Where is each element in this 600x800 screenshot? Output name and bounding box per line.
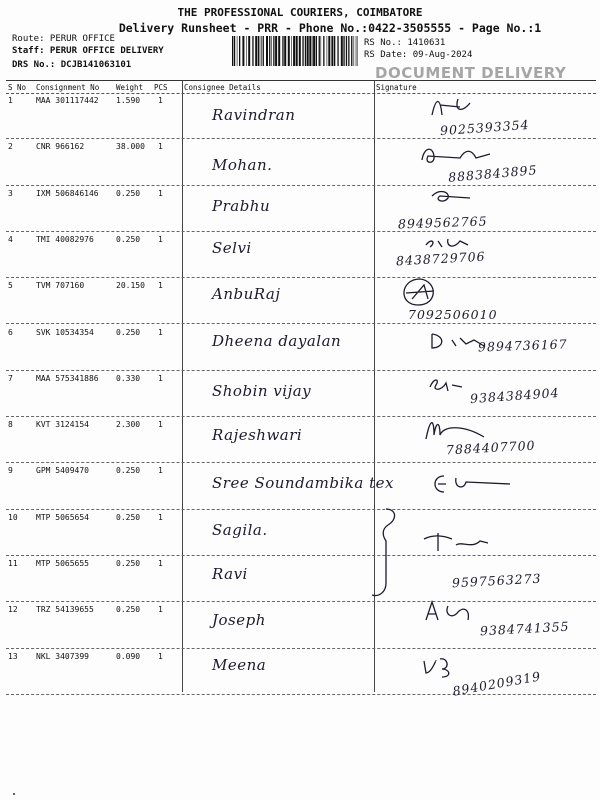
consignee-name-handwritten: AnbuRaj [212, 285, 281, 304]
scan-speck [13, 793, 15, 795]
cell-consignment: MTP 5065655 [36, 559, 89, 568]
barcode-bar [331, 36, 333, 66]
barcode-bar [346, 36, 347, 66]
barcode-bar [302, 36, 303, 66]
signature-phone-handwritten: 9597563273 [451, 570, 542, 591]
barcode-bar [237, 36, 238, 66]
barcode-bar [305, 36, 306, 66]
consignee-name-handwritten: Ravi [212, 565, 248, 583]
signature-scribble [422, 655, 512, 695]
barcode-bar [275, 36, 277, 66]
cell-sno: 5 [8, 281, 13, 291]
col-sno: S No [8, 83, 27, 92]
cell-weight: 0.250 [116, 605, 141, 615]
cell-sno: 12 [8, 605, 18, 615]
barcode-bar [239, 36, 240, 66]
barcode-bar [291, 36, 292, 66]
signature-scribble [424, 415, 514, 455]
barcode-bar [313, 36, 315, 66]
signature-scribble [430, 470, 520, 510]
company-title: THE PROFESSIONAL COURIERS, COIMBATORE [177, 6, 423, 19]
cell-consignment: CNR 966162 [36, 142, 85, 152]
barcode-bar [278, 36, 280, 66]
cell-sno: 9 [8, 466, 13, 476]
barcode-bar [354, 36, 355, 66]
cell-sno: 11 [8, 559, 18, 568]
consignee-name-handwritten: Meena [212, 655, 267, 674]
barcode-bar [341, 36, 343, 66]
table-row [6, 277, 596, 324]
cell-sno: 8 [8, 420, 13, 430]
cell-consignment: TRZ 54139655 [36, 605, 94, 615]
consignee-name-handwritten: Dheena dayalan [212, 331, 342, 350]
signature-phone-handwritten: 9894736167 [477, 335, 568, 355]
barcode-bar [337, 36, 338, 66]
cell-consignment: MTP 5065654 [36, 512, 89, 522]
cell-weight: 0.250 [116, 559, 141, 568]
cell-pcs: 1 [158, 327, 163, 337]
runsheet-title: Delivery Runsheet - PRR - Phone No.:0422-3505555 - Page No.:1 [118, 21, 542, 35]
signature-phone-handwritten: 8883843895 [447, 162, 539, 186]
cell-weight: 38.000 [116, 142, 145, 152]
cell-weight: 20.150 [116, 281, 145, 291]
cell-weight: 0.090 [116, 651, 141, 661]
barcode-bar [356, 36, 357, 66]
cell-pcs: 1 [158, 373, 163, 383]
staff-label: Staff: PERUR OFFICE DELIVERY [12, 46, 164, 56]
col-signature: Signature [376, 83, 417, 92]
barcode-bar [299, 36, 301, 66]
signature-phone-handwritten: 8940209319 [451, 667, 543, 699]
barcode-bar [312, 36, 313, 66]
barcode-bar [261, 36, 262, 66]
barcode-bar [255, 36, 257, 66]
cell-consignment: MAA 301117442 [36, 96, 99, 105]
cell-sno: 2 [8, 142, 13, 152]
cell-sno: 4 [8, 234, 13, 244]
barcode-bar [282, 36, 283, 66]
cell-sno: 6 [8, 327, 13, 337]
cell-sno: 13 [8, 651, 18, 661]
signature-scribble [424, 235, 514, 275]
cell-consignment: TVM 707160 [36, 281, 85, 291]
cell-sno: 10 [8, 512, 18, 522]
rs-date: RS Date: 09-Aug-2024 [364, 50, 473, 60]
barcode-bar [319, 36, 320, 66]
barcode-bar [323, 36, 324, 66]
cell-consignment: MAA 575341886 [36, 373, 99, 383]
route-label: Route: PERUR OFFICE [12, 34, 115, 44]
barcode-bar [260, 36, 261, 66]
barcode-bar [348, 36, 349, 66]
consignee-name-handwritten: Joseph [212, 611, 266, 630]
cell-pcs: 1 [158, 420, 163, 430]
cell-consignment: KVT 3124154 [36, 420, 89, 430]
cell-consignment: SVK 10534354 [36, 327, 94, 337]
signature-scribble [398, 275, 488, 315]
signature-scribble [418, 600, 508, 640]
signature-phone-handwritten: 7884407700 [445, 437, 536, 458]
barcode-bar [307, 36, 309, 66]
signature-phone-handwritten: 8949562765 [397, 213, 488, 232]
barcode-bar [246, 36, 247, 66]
barcode-bar [284, 36, 286, 66]
barcode-bar [316, 36, 317, 66]
barcode-bar [252, 36, 253, 66]
cell-weight: 0.330 [116, 373, 141, 383]
cell-pcs: 1 [158, 605, 163, 615]
consignee-name-handwritten: Mohan. [212, 156, 273, 175]
cell-consignment: IXM 506846146 [36, 188, 99, 198]
signature-phone-handwritten: 9025393354 [439, 116, 530, 139]
cell-pcs: 1 [158, 142, 163, 152]
barcode-bar [271, 36, 272, 66]
cell-weight: 2.300 [116, 420, 141, 430]
cell-pcs: 1 [158, 512, 163, 522]
drs-number: DRS No.: DCJB141063101 [12, 60, 132, 70]
barcode-image [232, 36, 358, 66]
cell-weight: 0.250 [116, 327, 141, 337]
barcode-bar [343, 36, 344, 66]
cell-consignment: TMI 40082976 [36, 234, 94, 244]
consignee-name-handwritten: Ravindran [212, 106, 296, 124]
signature-scribble [430, 188, 520, 228]
cell-sno: 3 [8, 188, 13, 198]
barcode-bar [351, 36, 352, 66]
cell-pcs: 1 [158, 281, 163, 291]
bracket-mark [368, 505, 458, 605]
consignee-name-handwritten: Shobin vijay [212, 381, 312, 400]
signature-phone-handwritten: 9384384904 [469, 384, 560, 406]
document-delivery-stamp: DOCUMENT DELIVERY [375, 64, 567, 82]
cell-consignment: NKL 3407399 [36, 651, 89, 661]
barcode-bar [263, 36, 264, 66]
cell-weight: 1.590 [116, 96, 141, 105]
cell-consignment: GPM 5409470 [36, 466, 89, 476]
consignee-name-handwritten: Selvi [212, 238, 252, 257]
col-pcs: PCS [154, 83, 168, 92]
signature-scribble [430, 330, 520, 370]
barcode-bar [288, 36, 290, 66]
barcode-bar [248, 36, 250, 66]
consignee-name-handwritten: Prabhu [212, 196, 271, 215]
barcode-bar [232, 36, 233, 66]
signature-scribble [420, 142, 510, 182]
col-weight: Weight [116, 83, 144, 92]
cell-sno: 7 [8, 373, 13, 383]
cell-pcs: 1 [158, 651, 163, 661]
cell-weight: 0.250 [116, 466, 141, 476]
barcode-bar [321, 36, 322, 66]
cell-pcs: 1 [158, 234, 163, 244]
barcode-bar [327, 36, 328, 66]
col-consignment: Consignment No [36, 83, 100, 92]
rs-number: RS No.: 1410631 [364, 38, 446, 48]
signature-scribble [430, 95, 520, 135]
barcode-bar [242, 36, 244, 66]
consignee-name-handwritten: Sree Soundambika tex [212, 474, 394, 493]
cell-pcs: 1 [158, 188, 163, 198]
barcode-bar [296, 36, 298, 66]
barcode-bar [266, 36, 268, 66]
consignee-name-handwritten: Rajeshwari [212, 426, 303, 445]
barcode-bar [309, 36, 311, 66]
signature-phone-handwritten: 7092506010 [408, 307, 498, 323]
cell-weight: 0.250 [116, 234, 141, 244]
cell-pcs: 1 [158, 466, 163, 476]
cell-pcs: 1 [158, 559, 163, 568]
cell-sno: 1 [8, 96, 13, 105]
barcode-bar [334, 36, 335, 66]
cell-weight: 0.250 [116, 188, 141, 198]
barcode-bar [269, 36, 270, 66]
barcode-bar [328, 36, 330, 66]
barcode-bar [293, 36, 295, 66]
barcode-bar [273, 36, 274, 66]
signature-phone-handwritten: 9384741355 [479, 618, 570, 639]
barcode-bar [357, 36, 358, 66]
cell-pcs: 1 [158, 96, 163, 105]
signature-scribble [428, 375, 518, 415]
cell-weight: 0.250 [116, 512, 141, 522]
col-consignee: Consignee Details [184, 83, 261, 92]
signature-phone-handwritten: 8438729706 [395, 248, 486, 269]
consignee-name-handwritten: Sagila. [212, 520, 268, 539]
barcode-bar [258, 36, 259, 66]
barcode-bar [234, 36, 235, 66]
